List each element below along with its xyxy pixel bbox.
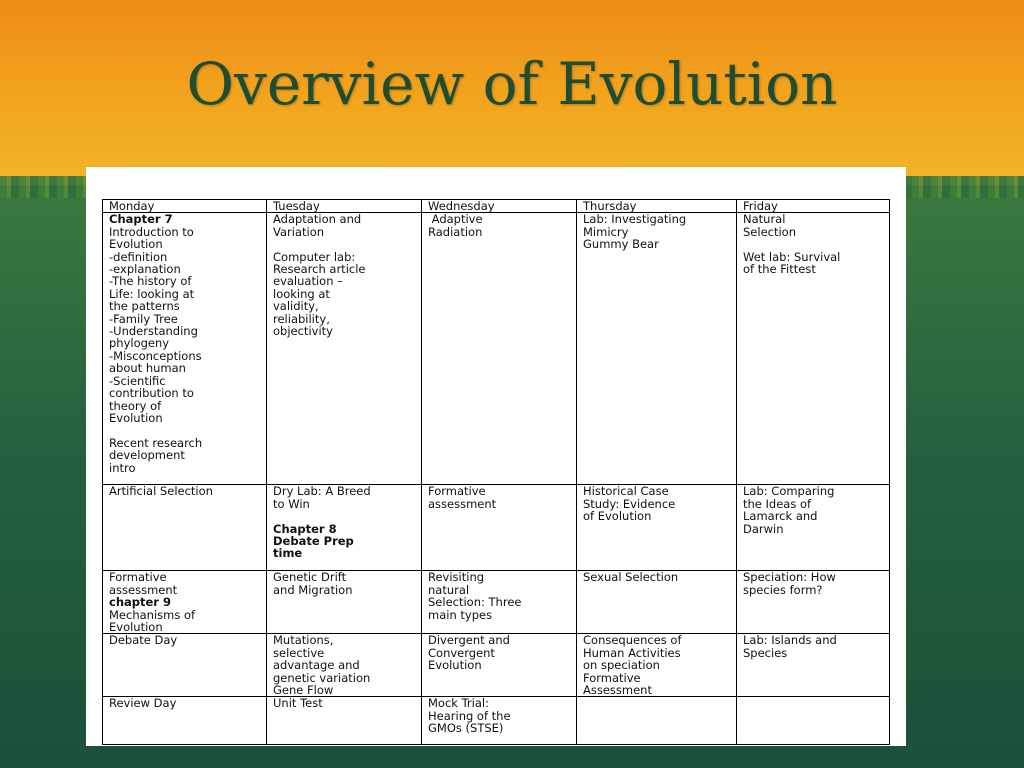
table-row [103,697,890,745]
table-row [103,213,890,485]
header-tuesday: Tuesday [267,200,422,213]
cell-friday: Lab: Islands and Species [737,634,890,697]
schedule-table [102,199,890,745]
cell-tuesday [267,485,422,571]
cell-monday [103,213,267,485]
header-friday: Friday [737,200,890,213]
schedule-panel [86,167,906,746]
cell-tuesday: Unit Test [267,697,422,745]
cell-monday: Debate Day [103,634,267,697]
cell-bold-text: chapter 9 [109,595,171,610]
cell-friday: Speciation: How species form? [737,571,890,634]
cell-monday [103,571,267,634]
cell-friday: Natural Selection Wet lab: Survival of the Fittest [737,213,890,485]
cell-wednesday: Revisiting natural Selection: Three main types [422,571,577,634]
cell-bold-text: Chapter 7 [109,212,173,227]
cell-thursday: Lab: Investigating Mimicry Gummy Bear [577,213,737,485]
cell-monday: Artificial Selection [103,485,267,571]
cell-wednesday: Mock Trial: Hearing of the GMOs (STSE) [422,697,577,745]
cell-text: Formative assessment [109,570,178,597]
cell-thursday: Sexual Selection [577,571,737,634]
cell-friday [737,697,890,745]
cell-text: Introduction to Evolution -definition -explanation -The history of Life: looking at the patterns -Family Tree -Understanding phylogeny -Misconceptions about human -Scientific contribution to theory of Evolution Recent research development intro [109,224,203,475]
cell-thursday: Consequences of Human Activities on speciation Formative Assessment [577,634,737,697]
cell-wednesday: Divergent and Convergent Evolution [422,634,577,697]
header-monday: Monday [103,200,267,213]
table-row [103,571,890,634]
table-row [103,634,890,697]
cell-text: Mechanisms of Evolution [109,607,196,635]
header-wednesday: Wednesday [422,200,577,213]
cell-thursday [577,697,737,745]
cell-tuesday: Mutations, selective advantage and genetic variation Gene Flow [267,634,422,697]
cell-friday: Lab: Comparing the Ideas of Lamarck and Darwin [737,485,890,571]
cell-monday: Review Day [103,697,267,745]
header-thursday: Thursday [577,200,737,213]
slide-title: Overview of Evolution [186,50,838,118]
cell-bold-text: Chapter 8 Debate Prep time [273,521,354,561]
cell-thursday: Historical Case Study: Evidence of Evolution [577,485,737,571]
table-header-row [103,200,890,213]
cell-text: Dry Lab: A Breed to Win [273,484,371,511]
cell-wednesday: Formative assessment [422,485,577,571]
cell-tuesday: Genetic Drift and Migration [267,571,422,634]
cell-tuesday: Adaptation and Variation Computer lab: Research article evaluation – looking at validity, reliability, objectivity [267,213,422,485]
table-row [103,485,890,571]
cell-wednesday: Adaptive Radiation [422,213,577,485]
